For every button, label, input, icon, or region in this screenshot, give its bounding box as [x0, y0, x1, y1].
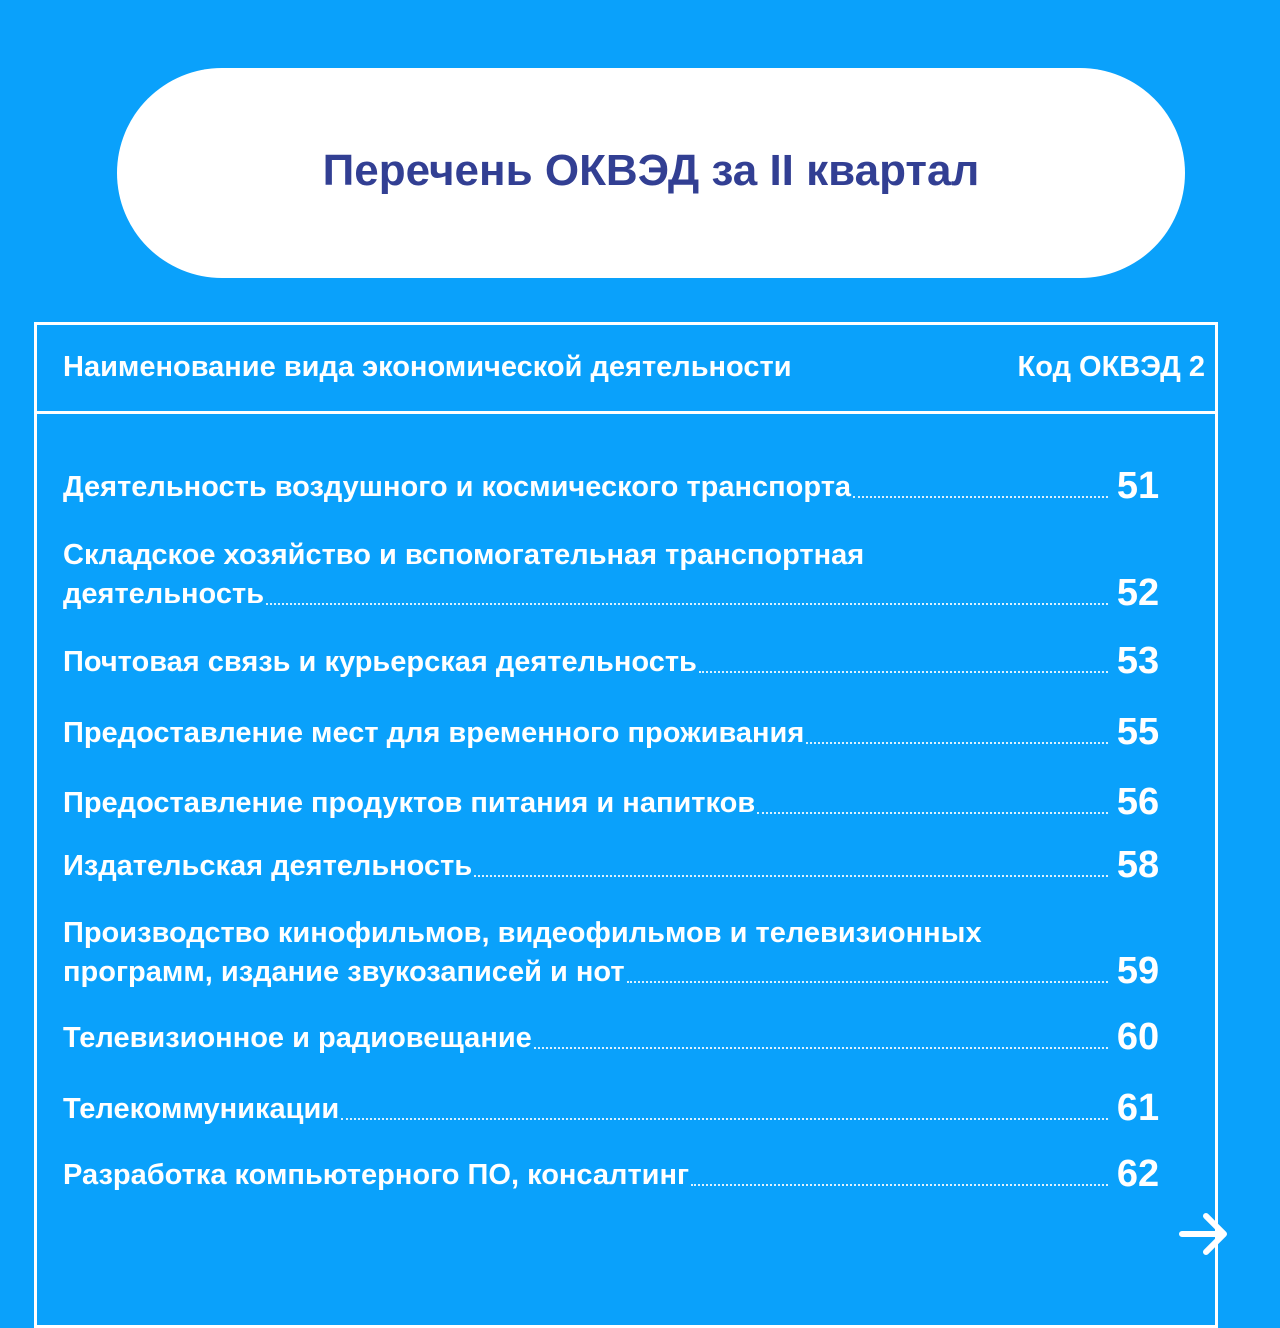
activity-code: 60: [1116, 1016, 1160, 1058]
activity-code: 53: [1116, 640, 1160, 682]
activity-name: Деятельность воздушного и космического транспорта: [63, 471, 852, 503]
table-row: [63, 640, 1160, 682]
dotted-leader: [266, 603, 1108, 605]
column-header-name: Наименование вида экономической деятельности: [63, 351, 792, 383]
table-row: [63, 465, 1160, 507]
table-row: [63, 1153, 1160, 1195]
activity-name-line1: Складское хозяйство и вспомогательная транспортная: [63, 539, 865, 571]
activity-name-line1: Производство кинофильмов, видеофильмов и телевизионных: [63, 917, 982, 949]
dotted-leader: [699, 671, 1108, 673]
column-header-code: Код ОКВЭД 2: [1017, 351, 1205, 383]
activity-name-line2: деятельность: [63, 578, 265, 610]
activity-name: Телекоммуникации: [63, 1093, 340, 1125]
activity-name: Разработка компьютерного ПО, консалтинг: [63, 1159, 690, 1191]
table-row: [63, 1016, 1160, 1058]
dotted-leader: [627, 981, 1108, 983]
arrow-right-icon[interactable]: [1176, 1206, 1232, 1262]
activity-name: Телевизионное и радиовещание: [63, 1022, 532, 1054]
activity-code: 58: [1116, 844, 1160, 886]
dotted-leader: [853, 496, 1108, 498]
activity-name: Предоставление продуктов питания и напитков: [63, 787, 756, 819]
okved-table: [34, 322, 1218, 1328]
table-row: [63, 914, 1160, 992]
table-row: [63, 711, 1160, 753]
dotted-leader: [806, 742, 1108, 744]
activity-code: 56: [1116, 781, 1160, 823]
table-header: [37, 325, 1215, 414]
table-row: [63, 1087, 1160, 1129]
activity-name-line2: программ, издание звукозаписей и нот: [63, 956, 625, 988]
dotted-leader: [691, 1184, 1108, 1186]
activity-name: Издательская деятельность: [63, 850, 473, 882]
page-title: Перечень ОКВЭД за II квартал: [322, 146, 980, 195]
table-row: [63, 844, 1160, 886]
title-banner: [117, 68, 1185, 278]
dotted-leader: [757, 812, 1108, 814]
activity-code: 62: [1116, 1153, 1160, 1195]
activity-code: 52: [1116, 572, 1160, 614]
activity-code: 51: [1116, 465, 1160, 507]
table-row: [63, 781, 1160, 823]
dotted-leader: [341, 1118, 1108, 1120]
activity-code: 55: [1116, 711, 1160, 753]
activity-name: Предоставление мест для временного проживания: [63, 717, 805, 749]
activity-name: Почтовая связь и курьерская деятельность: [63, 646, 697, 678]
dotted-leader: [534, 1047, 1108, 1049]
dotted-leader: [474, 875, 1108, 877]
activity-code: 59: [1116, 950, 1160, 992]
table-row: [63, 536, 1160, 614]
activity-code: 61: [1116, 1087, 1160, 1129]
